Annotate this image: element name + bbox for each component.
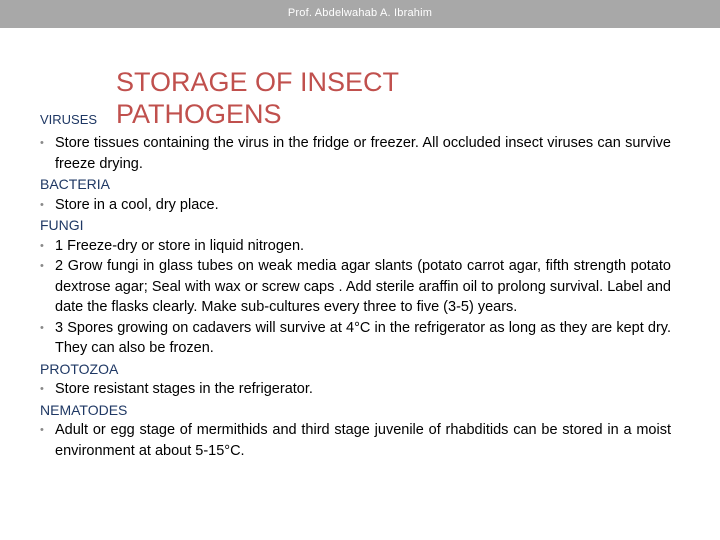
list-item	[40, 318, 671, 359]
bullet-icon: •	[40, 137, 44, 149]
bullet-text: Store resistant stages in the refrigerator.	[55, 381, 313, 397]
bullet-text: 1 Freeze-dry or store in liquid nitrogen.	[55, 237, 305, 254]
bullet-icon: •	[40, 321, 44, 334]
section-heading-bacteria: BACTERIA	[40, 176, 111, 192]
bullet-icon: •	[40, 198, 44, 211]
bullet-icon: •	[40, 260, 44, 272]
section-heading-viruses: VIRUSES	[40, 112, 98, 127]
title-line-1: STORAGE OF INSECT	[116, 67, 400, 97]
bullet-text: Adult or egg stage of mermithids and third stage juvenile of rhabditids can be stored in a moist environment at about 5-15°C.	[55, 422, 671, 459]
list-item	[40, 379, 671, 400]
slide-body	[40, 133, 671, 461]
bullet-icon: •	[40, 239, 44, 252]
bullet-text: Store tissues containing the virus in the fridge or freezer. All occluded insect viruses can survive freeze drying.	[55, 135, 671, 172]
slide-title	[116, 66, 399, 130]
section-heading-nematodes: NEMATODES	[40, 401, 128, 418]
bullet-text: 2 Grow fungi in glass tubes on weak media agar slants (potato carrot agar, fifth strength potato dextrose agar; Seal with wax or screw caps . Add sterile araffin oil to prolong survival. Label and date the flasks clearly. Make sub-cultures every three to five (3-5) years.	[55, 258, 671, 315]
bullet-icon: •	[40, 424, 44, 436]
list-item	[40, 420, 671, 461]
list-item	[40, 195, 671, 216]
author-header: Prof. Abdelwahab A. Ibrahim	[287, 7, 433, 19]
section-heading-protozoa: PROTOZOA	[40, 360, 119, 377]
title-line-2: PATHOGENS	[116, 99, 282, 129]
list-item	[40, 256, 671, 318]
bullet-text: 3 Spores growing on cadavers will survive at 4°C in the refrigerator as long as they are kept dry. They can also be frozen.	[55, 319, 671, 356]
list-item	[40, 236, 671, 257]
bullet-text: Store in a cool, dry place.	[55, 196, 219, 213]
list-item	[40, 133, 671, 174]
bullet-icon: •	[40, 383, 44, 395]
section-heading-fungi: FUNGI	[40, 217, 84, 233]
